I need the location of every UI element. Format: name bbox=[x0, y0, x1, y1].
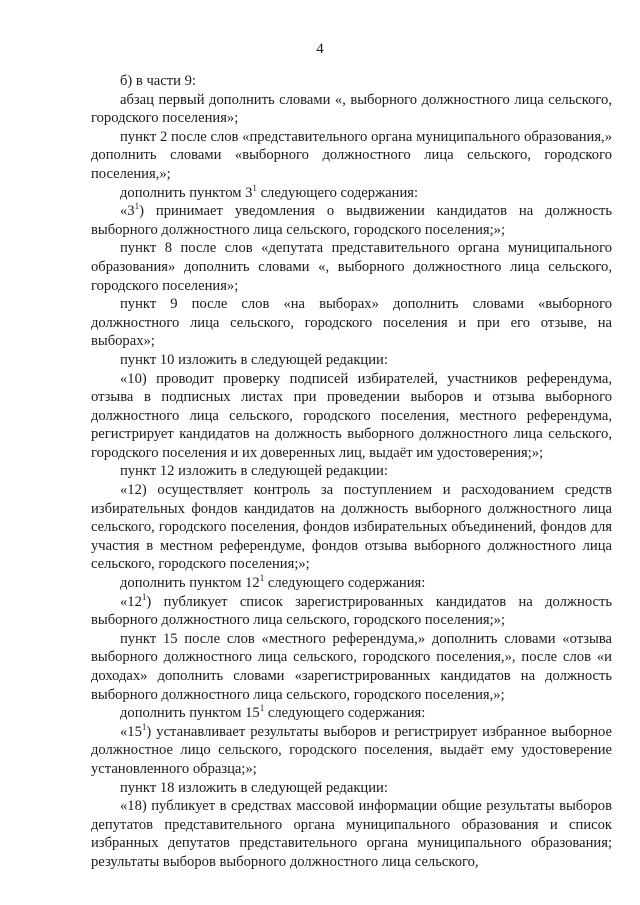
paragraph bbox=[91, 370, 612, 463]
superscript: 1 bbox=[259, 703, 265, 714]
paragraph bbox=[91, 462, 612, 481]
text-run: ) устанавливает результаты выборов и регистрирует избранное выборное должностное лицо сельского, городского поселения, выдаёт ему удостоверение установленного образца;»; bbox=[91, 723, 612, 777]
paragraph bbox=[91, 481, 612, 574]
text-run: дополнить пунктом 3 bbox=[120, 184, 253, 201]
superscript: 1 bbox=[141, 591, 147, 602]
text-run: следующего содержания: bbox=[264, 705, 426, 722]
paragraph bbox=[91, 630, 612, 704]
text-run: «15 bbox=[120, 723, 142, 740]
text-run: пункт 10 изложить в следующей редакции: bbox=[120, 351, 388, 368]
superscript: 1 bbox=[134, 201, 140, 212]
paragraph bbox=[91, 797, 612, 871]
paragraph bbox=[91, 574, 612, 593]
text-run: «18) публикует в средствах массовой информации общие результаты выборов депутатов представительного органа муниципального образования и список избранных депутатов представительного органа муниципального образования; результаты выборов выборного должностного лица сельского, bbox=[91, 798, 612, 870]
text-run: «3 bbox=[120, 203, 135, 220]
text-run: дополнить пунктом 15 bbox=[120, 705, 260, 722]
paragraph bbox=[91, 72, 612, 91]
text-run: пункт 15 после слов «местного референдума,» дополнить словами «отзыва выборного должностного лица сельского, городского поселения,», после слов «и доходах» дополнить словами «зарегистрированных кандидатов на должность выборного должностного лица сельского, городского поселения,»; bbox=[91, 630, 612, 703]
text-run: дополнить пунктом 12 bbox=[120, 575, 260, 592]
paragraph bbox=[91, 779, 612, 798]
text-run: «12 bbox=[120, 593, 142, 610]
superscript: 1 bbox=[252, 182, 257, 193]
text-run: абзац первый дополнить словами «, выборного должностного лица сельского, городского поселения»; bbox=[91, 91, 612, 127]
text-run: следующего содержания: bbox=[264, 575, 426, 592]
text-run: «12) осуществляет контроль за поступлением и расходованием средств избирательных фондов кандидатов на должность выборного должностного лица сельского, городского поселения, фондов избирательных объединений, фондов для участия в местном референдуме, фондов отзыва выборного должностного лица сельского, городского поселения;»; bbox=[91, 482, 612, 573]
paragraph bbox=[91, 239, 612, 295]
page-number: 4 bbox=[316, 41, 324, 57]
text-run: пункт 12 изложить в следующей редакции: bbox=[120, 463, 388, 480]
text-run: «10) проводит проверку подписей избирателей, участников референдума, отзыва в подписных листах при проведении выборов и отзыва выборного должностного лица сельского, городского поселения, местного референдума, регистрирует кандидатов на должность выборного должностного лица сельского, городского поселения и их доверенных лиц, выдаёт им удостоверения;»; bbox=[91, 370, 612, 461]
paragraph bbox=[91, 593, 612, 630]
superscript: 1 bbox=[259, 573, 265, 584]
document-body bbox=[91, 72, 612, 872]
paragraph bbox=[91, 91, 612, 128]
text-run: пункт 2 после слов «представительного органа муниципального образования,» дополнить словами «выборного должностного лица сельского, городского поселения,»; bbox=[91, 128, 612, 182]
paragraph bbox=[91, 184, 612, 203]
text-run: ) публикует список зарегистрированных кандидатов на должность выборного должностного лица сельского, городского поселения;»; bbox=[91, 593, 612, 629]
text-run: пункт 9 после слов «на выборах» дополнить словами «выборного должностного лица сельского, городского поселения и при его отзыве, на выборах»; bbox=[91, 296, 612, 350]
text-run: пункт 8 после слов «депутата представительного органа муниципального образования» дополнить словами «, выборного должностного лица сельского, городского поселения»; bbox=[91, 240, 612, 294]
paragraph bbox=[91, 351, 612, 370]
text-run: б) в части 9: bbox=[120, 73, 196, 89]
text-run: ) принимает уведомления о выдвижении кандидатов на должность выборного должностного лица сельского, городского поселения;»; bbox=[91, 203, 612, 238]
paragraph bbox=[91, 704, 612, 723]
paragraph bbox=[91, 295, 612, 351]
paragraph bbox=[91, 128, 612, 184]
superscript: 1 bbox=[141, 721, 147, 732]
paragraph bbox=[91, 723, 612, 779]
text-run: следующего содержания: bbox=[256, 184, 419, 201]
text-run: пункт 18 изложить в следующей редакции: bbox=[120, 779, 388, 796]
paragraph bbox=[91, 202, 612, 239]
